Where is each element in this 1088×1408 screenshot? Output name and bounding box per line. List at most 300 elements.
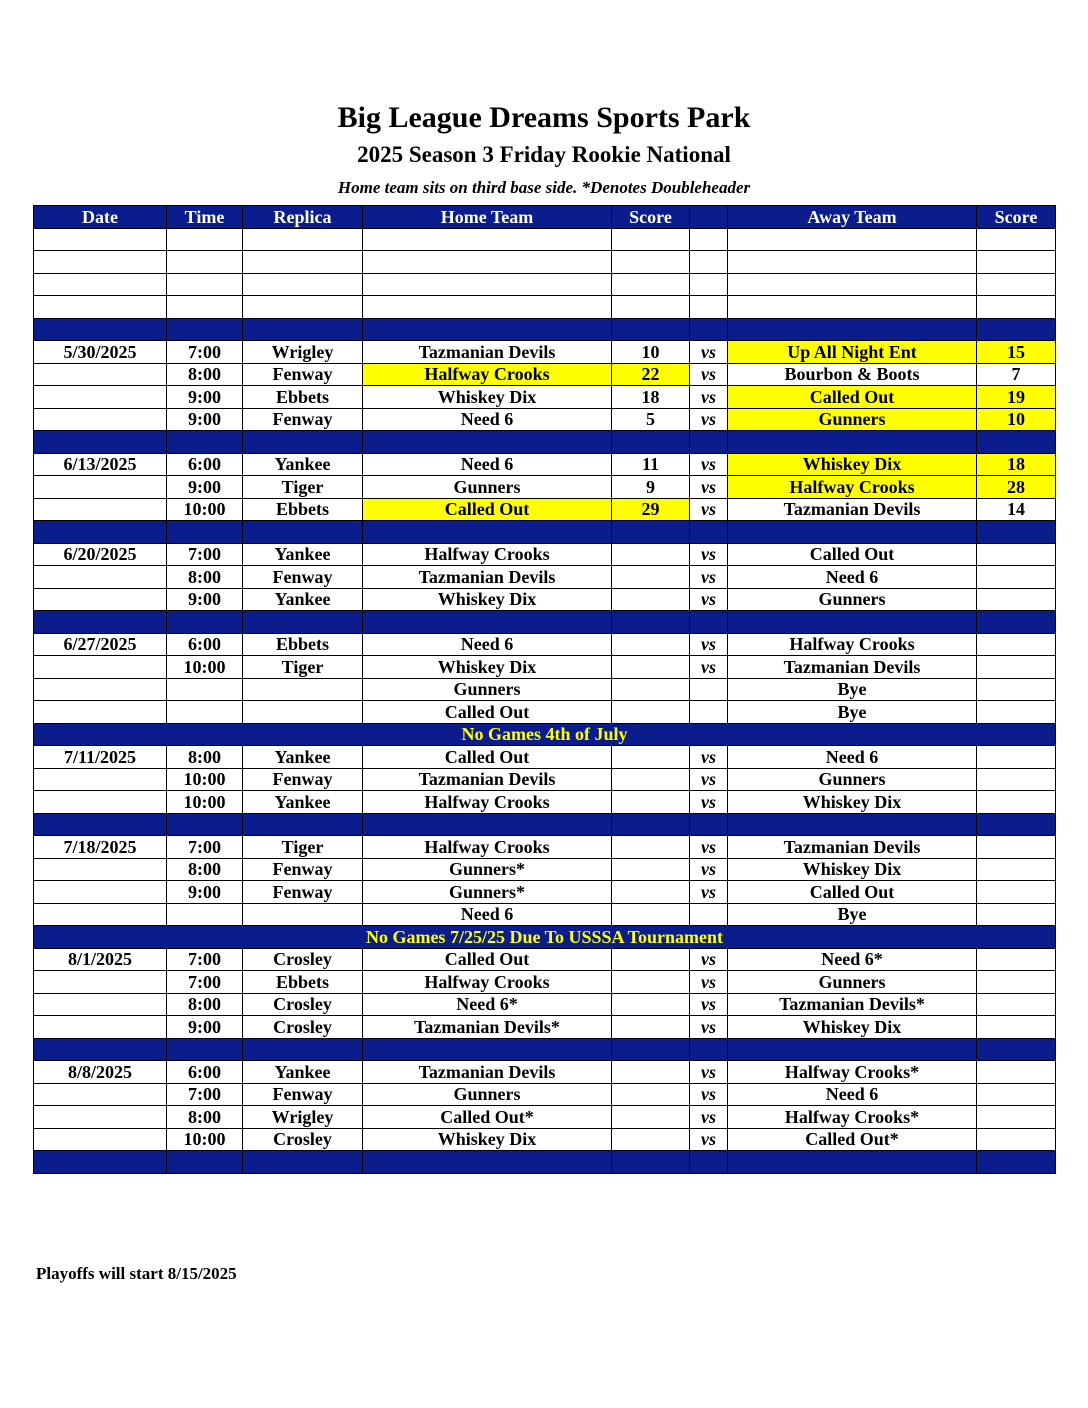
away-score-cell — [977, 566, 1056, 589]
home-score-cell — [612, 273, 690, 296]
home-score-cell — [612, 993, 690, 1016]
home-score-cell — [612, 948, 690, 971]
away-score-cell — [977, 1038, 1056, 1061]
replica-cell: Ebbets — [243, 498, 363, 521]
home-team-cell: Tazmanian Devils — [363, 1061, 612, 1084]
game-row — [34, 836, 1056, 859]
away-score-cell — [977, 836, 1056, 859]
away-score-cell — [977, 228, 1056, 251]
vs-cell: vs — [690, 971, 728, 994]
home-score-cell — [612, 543, 690, 566]
replica-cell: Yankee — [243, 543, 363, 566]
away-score-cell — [977, 1128, 1056, 1151]
home-score-cell — [612, 1128, 690, 1151]
time-cell: 10:00 — [167, 791, 243, 814]
away-team-cell: Whiskey Dix — [728, 1016, 977, 1039]
away-team-cell — [728, 1038, 977, 1061]
away-score-cell — [977, 521, 1056, 544]
date-cell — [34, 611, 167, 634]
replica-cell: Wrigley — [243, 341, 363, 364]
week-separator-row — [34, 431, 1056, 454]
home-score-cell: 5 — [612, 408, 690, 431]
date-cell — [34, 251, 167, 274]
time-cell: 6:00 — [167, 1061, 243, 1084]
week-separator-row — [34, 1038, 1056, 1061]
home-score-cell: 10 — [612, 341, 690, 364]
away-score-cell — [977, 611, 1056, 634]
replica-cell — [243, 228, 363, 251]
time-cell: 9:00 — [167, 408, 243, 431]
time-cell: 9:00 — [167, 881, 243, 904]
away-score-cell — [977, 1061, 1056, 1084]
home-score-cell — [612, 251, 690, 274]
vs-cell: vs — [690, 588, 728, 611]
replica-cell — [243, 813, 363, 836]
replica-cell: Yankee — [243, 453, 363, 476]
replica-cell: Fenway — [243, 858, 363, 881]
blank-row — [34, 228, 1056, 251]
away-score-cell: 15 — [977, 341, 1056, 364]
vs-cell — [690, 611, 728, 634]
away-score-cell — [977, 881, 1056, 904]
home-team-cell: Gunners — [363, 476, 612, 499]
replica-cell: Crosley — [243, 948, 363, 971]
date-cell — [34, 858, 167, 881]
replica-cell: Tiger — [243, 476, 363, 499]
replica-cell — [243, 318, 363, 341]
vs-cell — [690, 1038, 728, 1061]
week-separator-row — [34, 521, 1056, 544]
vs-cell: vs — [690, 363, 728, 386]
away-score-cell: 19 — [977, 386, 1056, 409]
away-team-cell: Tazmanian Devils — [728, 498, 977, 521]
game-row — [34, 633, 1056, 656]
time-cell: 10:00 — [167, 768, 243, 791]
away-score-cell — [977, 813, 1056, 836]
date-cell — [34, 791, 167, 814]
no-games-banner: No Games 7/25/25 Due To USSSA Tournament — [34, 926, 1056, 949]
date-cell — [34, 1128, 167, 1151]
time-cell: 8:00 — [167, 746, 243, 769]
date-cell — [34, 498, 167, 521]
home-score-cell — [612, 836, 690, 859]
game-row — [34, 588, 1056, 611]
home-score-cell — [612, 858, 690, 881]
time-cell: 7:00 — [167, 341, 243, 364]
away-team-cell: Need 6 — [728, 566, 977, 589]
time-cell — [167, 813, 243, 836]
time-cell: 8:00 — [167, 363, 243, 386]
no-games-banner-row — [34, 926, 1056, 949]
season-subtitle: 2025 Season 3 Friday Rookie National — [357, 142, 731, 167]
away-team-cell — [728, 318, 977, 341]
away-team-cell: Need 6* — [728, 948, 977, 971]
replica-cell — [243, 521, 363, 544]
away-score-cell — [977, 746, 1056, 769]
time-cell: 8:00 — [167, 1106, 243, 1129]
away-team-cell — [728, 251, 977, 274]
replica-cell: Crosley — [243, 993, 363, 1016]
home-score-cell — [612, 588, 690, 611]
game-row — [34, 746, 1056, 769]
away-team-cell: Called Out* — [728, 1128, 977, 1151]
replica-cell: Ebbets — [243, 386, 363, 409]
date-cell — [34, 971, 167, 994]
home-team-cell: Halfway Crooks — [363, 836, 612, 859]
replica-cell: Yankee — [243, 588, 363, 611]
game-row — [34, 566, 1056, 589]
away-team-cell: Bye — [728, 701, 977, 724]
game-row — [34, 386, 1056, 409]
home-team-cell: Need 6* — [363, 993, 612, 1016]
date-cell: 7/11/2025 — [34, 746, 167, 769]
no-games-banner-row — [34, 723, 1056, 746]
away-score-cell — [977, 678, 1056, 701]
replica-cell — [243, 1038, 363, 1061]
col-header-home-team: Home Team — [363, 206, 612, 229]
time-cell — [167, 251, 243, 274]
vs-cell: vs — [690, 453, 728, 476]
away-score-cell: 14 — [977, 498, 1056, 521]
game-row — [34, 1083, 1056, 1106]
blank-row — [34, 296, 1056, 319]
game-row — [34, 1016, 1056, 1039]
replica-cell: Yankee — [243, 791, 363, 814]
away-score-cell — [977, 903, 1056, 926]
vs-cell: vs — [690, 993, 728, 1016]
replica-cell — [243, 611, 363, 634]
vs-cell — [690, 318, 728, 341]
replica-cell — [243, 431, 363, 454]
away-score-cell — [977, 971, 1056, 994]
home-score-cell — [612, 611, 690, 634]
date-cell: 7/18/2025 — [34, 836, 167, 859]
home-score-cell — [612, 813, 690, 836]
home-score-cell — [612, 903, 690, 926]
vs-cell — [690, 296, 728, 319]
game-row — [34, 1061, 1056, 1084]
replica-cell: Ebbets — [243, 633, 363, 656]
vs-cell: vs — [690, 948, 728, 971]
col-header-time: Time — [167, 206, 243, 229]
schedule-body — [34, 228, 1056, 1173]
vs-cell: vs — [690, 858, 728, 881]
time-cell — [167, 521, 243, 544]
away-score-cell — [977, 318, 1056, 341]
vs-cell — [690, 1151, 728, 1174]
home-score-cell — [612, 1151, 690, 1174]
vs-cell: vs — [690, 386, 728, 409]
time-cell — [167, 318, 243, 341]
col-header-date: Date — [34, 206, 167, 229]
replica-cell — [243, 251, 363, 274]
home-team-cell: Need 6 — [363, 903, 612, 926]
home-score-cell — [612, 1106, 690, 1129]
game-row — [34, 363, 1056, 386]
col-header-away-team: Away Team — [728, 206, 977, 229]
vs-cell: vs — [690, 746, 728, 769]
col-header-vs — [690, 206, 728, 229]
home-team-cell: Need 6 — [363, 408, 612, 431]
home-score-cell: 9 — [612, 476, 690, 499]
home-team-cell: Called Out — [363, 746, 612, 769]
home-score-cell: 29 — [612, 498, 690, 521]
time-cell — [167, 431, 243, 454]
replica-cell: Yankee — [243, 746, 363, 769]
away-team-cell: Tazmanian Devils — [728, 656, 977, 679]
home-team-cell: Whiskey Dix — [363, 386, 612, 409]
game-row — [34, 1128, 1056, 1151]
game-row — [34, 971, 1056, 994]
playoffs-note: Playoffs will start 8/15/2025 — [36, 1264, 237, 1283]
away-score-cell: 10 — [977, 408, 1056, 431]
game-row — [34, 498, 1056, 521]
col-header-home-score: Score — [612, 206, 690, 229]
away-score-cell — [977, 768, 1056, 791]
home-team-cell: Called Out — [363, 948, 612, 971]
home-score-cell — [612, 1038, 690, 1061]
home-score-cell — [612, 971, 690, 994]
vs-cell: vs — [690, 543, 728, 566]
away-team-cell: Halfway Crooks* — [728, 1061, 977, 1084]
home-team-cell: Gunners* — [363, 858, 612, 881]
away-score-cell — [977, 1083, 1056, 1106]
away-score-cell — [977, 543, 1056, 566]
date-cell — [34, 903, 167, 926]
vs-cell — [690, 431, 728, 454]
date-cell — [34, 678, 167, 701]
away-team-cell: Gunners — [728, 768, 977, 791]
date-cell — [34, 588, 167, 611]
away-score-cell — [977, 296, 1056, 319]
home-team-cell — [363, 611, 612, 634]
away-score-cell — [977, 273, 1056, 296]
date-cell — [34, 1016, 167, 1039]
replica-cell — [243, 273, 363, 296]
home-team-cell: Called Out* — [363, 1106, 612, 1129]
home-score-cell — [612, 768, 690, 791]
time-cell — [167, 1038, 243, 1061]
away-team-cell: Up All Night Ent — [728, 341, 977, 364]
date-cell — [34, 273, 167, 296]
home-score-cell: 22 — [612, 363, 690, 386]
away-team-cell: Bye — [728, 903, 977, 926]
game-row — [34, 1106, 1056, 1129]
home-team-cell — [363, 1151, 612, 1174]
time-cell: 9:00 — [167, 1016, 243, 1039]
away-team-cell: Bye — [728, 678, 977, 701]
away-team-cell: Gunners — [728, 408, 977, 431]
home-team-cell: Tazmanian Devils — [363, 341, 612, 364]
date-cell — [34, 228, 167, 251]
away-score-cell — [977, 993, 1056, 1016]
schedule-table — [33, 205, 1056, 1174]
home-team-cell — [363, 1038, 612, 1061]
away-score-cell — [977, 588, 1056, 611]
replica-cell: Fenway — [243, 408, 363, 431]
vs-cell: vs — [690, 881, 728, 904]
vs-cell — [690, 701, 728, 724]
no-games-banner: No Games 4th of July — [34, 723, 1056, 746]
time-cell: 7:00 — [167, 543, 243, 566]
home-team-cell — [363, 251, 612, 274]
date-cell: 6/20/2025 — [34, 543, 167, 566]
vs-cell: vs — [690, 656, 728, 679]
home-team-cell: Tazmanian Devils* — [363, 1016, 612, 1039]
away-team-cell: Whiskey Dix — [728, 791, 977, 814]
away-team-cell: Called Out — [728, 881, 977, 904]
page-title: Big League Dreams Sports Park — [337, 101, 751, 134]
away-team-cell: Whiskey Dix — [728, 453, 977, 476]
replica-cell: Fenway — [243, 363, 363, 386]
away-team-cell — [728, 611, 977, 634]
time-cell: 9:00 — [167, 386, 243, 409]
away-team-cell: Halfway Crooks — [728, 633, 977, 656]
replica-cell: Wrigley — [243, 1106, 363, 1129]
replica-cell: Yankee — [243, 1061, 363, 1084]
vs-cell: vs — [690, 633, 728, 656]
vs-cell — [690, 251, 728, 274]
blank-row — [34, 273, 1056, 296]
vs-cell: vs — [690, 1016, 728, 1039]
date-cell — [34, 318, 167, 341]
away-score-cell — [977, 791, 1056, 814]
away-team-cell — [728, 1151, 977, 1174]
date-cell — [34, 566, 167, 589]
week-separator-row — [34, 813, 1056, 836]
home-score-cell — [612, 881, 690, 904]
home-team-cell: Halfway Crooks — [363, 791, 612, 814]
away-team-cell: Tazmanian Devils* — [728, 993, 977, 1016]
vs-cell: vs — [690, 566, 728, 589]
date-cell — [34, 656, 167, 679]
vs-cell — [690, 678, 728, 701]
col-header-replica: Replica — [243, 206, 363, 229]
vs-cell — [690, 228, 728, 251]
away-score-cell — [977, 251, 1056, 274]
away-team-cell — [728, 228, 977, 251]
date-cell — [34, 993, 167, 1016]
home-team-cell: Need 6 — [363, 453, 612, 476]
home-score-cell — [612, 746, 690, 769]
home-score-cell — [612, 228, 690, 251]
home-score-cell — [612, 521, 690, 544]
replica-cell: Tiger — [243, 836, 363, 859]
replica-cell: Fenway — [243, 566, 363, 589]
home-team-cell — [363, 318, 612, 341]
home-team-cell — [363, 431, 612, 454]
away-score-cell: 28 — [977, 476, 1056, 499]
home-score-cell — [612, 296, 690, 319]
vs-cell: vs — [690, 1061, 728, 1084]
away-team-cell: Bourbon & Boots — [728, 363, 977, 386]
away-team-cell — [728, 431, 977, 454]
home-team-cell: Whiskey Dix — [363, 588, 612, 611]
blank-row — [34, 251, 1056, 274]
replica-cell: Fenway — [243, 768, 363, 791]
vs-cell — [690, 903, 728, 926]
away-score-cell — [977, 948, 1056, 971]
away-team-cell: Halfway Crooks* — [728, 1106, 977, 1129]
away-team-cell: Need 6 — [728, 746, 977, 769]
game-row — [34, 791, 1056, 814]
time-cell: 7:00 — [167, 948, 243, 971]
home-score-cell — [612, 656, 690, 679]
replica-cell — [243, 1151, 363, 1174]
home-team-cell — [363, 813, 612, 836]
away-score-cell — [977, 1106, 1056, 1129]
game-row — [34, 476, 1056, 499]
home-team-cell: Tazmanian Devils — [363, 566, 612, 589]
week-separator-row — [34, 318, 1056, 341]
vs-cell: vs — [690, 791, 728, 814]
game-row — [34, 903, 1056, 926]
home-team-cell: Whiskey Dix — [363, 656, 612, 679]
vs-cell: vs — [690, 1128, 728, 1151]
time-cell: 10:00 — [167, 1128, 243, 1151]
away-team-cell — [728, 296, 977, 319]
week-separator-row — [34, 1151, 1056, 1174]
game-row — [34, 881, 1056, 904]
home-team-cell: Gunners* — [363, 881, 612, 904]
time-cell: 10:00 — [167, 656, 243, 679]
home-team-cell — [363, 296, 612, 319]
replica-cell: Crosley — [243, 1016, 363, 1039]
date-cell — [34, 768, 167, 791]
home-score-cell: 18 — [612, 386, 690, 409]
date-cell: 8/8/2025 — [34, 1061, 167, 1084]
replica-cell — [243, 701, 363, 724]
date-cell — [34, 521, 167, 544]
away-score-cell — [977, 1151, 1056, 1174]
away-score-cell — [977, 1016, 1056, 1039]
date-cell — [34, 701, 167, 724]
vs-cell — [690, 813, 728, 836]
away-team-cell: Tazmanian Devils — [728, 836, 977, 859]
home-team-cell: Called Out — [363, 498, 612, 521]
replica-cell: Tiger — [243, 656, 363, 679]
home-team-cell — [363, 228, 612, 251]
vs-cell: vs — [690, 408, 728, 431]
time-cell — [167, 678, 243, 701]
game-row — [34, 993, 1056, 1016]
week-separator-row — [34, 611, 1056, 634]
away-score-cell — [977, 656, 1056, 679]
date-cell — [34, 476, 167, 499]
home-team-cell: Tazmanian Devils — [363, 768, 612, 791]
replica-cell — [243, 296, 363, 319]
game-row — [34, 543, 1056, 566]
time-cell: 9:00 — [167, 588, 243, 611]
home-team-cell: Gunners — [363, 1083, 612, 1106]
schedule-header-row — [34, 206, 1056, 229]
game-row — [34, 858, 1056, 881]
home-team-cell: Halfway Crooks — [363, 363, 612, 386]
home-team-cell — [363, 273, 612, 296]
time-cell: 7:00 — [167, 971, 243, 994]
date-cell — [34, 1106, 167, 1129]
away-team-cell: Need 6 — [728, 1083, 977, 1106]
home-team-cell: Halfway Crooks — [363, 543, 612, 566]
home-score-cell — [612, 1016, 690, 1039]
col-header-away-score: Score — [977, 206, 1056, 229]
time-cell: 6:00 — [167, 453, 243, 476]
home-score-cell — [612, 431, 690, 454]
replica-cell: Ebbets — [243, 971, 363, 994]
time-cell: 8:00 — [167, 858, 243, 881]
vs-cell: vs — [690, 836, 728, 859]
time-cell: 10:00 — [167, 498, 243, 521]
